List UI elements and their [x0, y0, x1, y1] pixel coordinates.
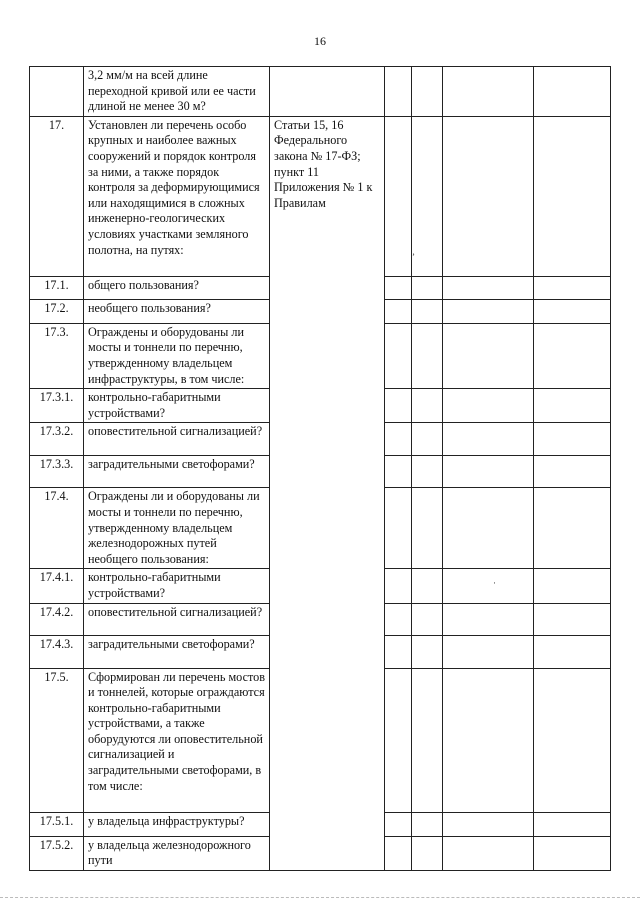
question-text: оповестительной сигнализацией?	[84, 603, 270, 635]
notes-cell	[534, 116, 611, 276]
answer-yes-cell	[385, 488, 412, 569]
answer-yes-cell	[385, 299, 412, 323]
answer-na-cell	[443, 569, 534, 603]
row-number: 17.3.	[30, 323, 84, 388]
answer-na-cell	[443, 276, 534, 299]
question-text: необщего пользования?	[84, 299, 270, 323]
notes-cell	[534, 299, 611, 323]
notes-cell	[534, 456, 611, 488]
notes-cell	[534, 389, 611, 423]
answer-na-cell	[443, 456, 534, 488]
row-number: 17.4.2.	[30, 603, 84, 635]
row-number: 17.4.1.	[30, 569, 84, 603]
scan-edge-divider	[0, 897, 640, 899]
question-text: Установлен ли перечень особо крупных и наиболее важных сооружений и порядок контроля за ними, а также порядок контроля за деформирующимися или находящимися в сложных инженерно-геологических условиях участками земляного полотна, на путях:	[84, 116, 270, 276]
answer-na-cell	[443, 635, 534, 668]
question-text: Сформирован ли перечень мостов и тоннелей, которые ограждаются контрольно-габаритными устройствами, а также оборудуются ли оповестительной сигнализацией и заградительными светофорами, в том числе:	[84, 668, 270, 812]
answer-na-cell	[443, 423, 534, 456]
scan-speck: ·	[493, 578, 496, 588]
row-number: 17.5.1.	[30, 812, 84, 836]
row-number: 17.3.2.	[30, 423, 84, 456]
answer-no-cell	[412, 276, 443, 299]
answer-no-cell	[412, 299, 443, 323]
scan-speck: ʼ	[412, 252, 415, 262]
question-text: общего пользования?	[84, 276, 270, 299]
answer-yes-cell	[385, 67, 412, 117]
legal-basis-text: Статьи 15, 16 Федерального закона № 17-ФЗ; пункт 11 Приложения № 1 к Правилам	[270, 116, 385, 870]
answer-yes-cell	[385, 603, 412, 635]
answer-no-cell	[412, 488, 443, 569]
answer-na-cell	[443, 812, 534, 836]
answer-na-cell	[443, 488, 534, 569]
notes-cell	[534, 569, 611, 603]
answer-no-cell	[412, 668, 443, 812]
row-number	[30, 67, 84, 117]
answer-no-cell	[412, 423, 443, 456]
answer-yes-cell	[385, 423, 412, 456]
notes-cell	[534, 668, 611, 812]
answer-yes-cell	[385, 668, 412, 812]
question-text: Ограждены и оборудованы ли мосты и тоннели по перечню, утвержденному владельцем инфраструктуры, в том числе:	[84, 323, 270, 388]
answer-na-cell	[443, 299, 534, 323]
answer-no-cell	[412, 323, 443, 388]
answer-na-cell	[443, 836, 534, 870]
answer-no-cell	[412, 67, 443, 117]
answer-no-cell	[412, 836, 443, 870]
answer-na-cell	[443, 323, 534, 388]
notes-cell	[534, 603, 611, 635]
notes-cell	[534, 423, 611, 456]
question-text: контрольно-габаритными устройствами?	[84, 389, 270, 423]
notes-cell	[534, 323, 611, 388]
checklist-table	[29, 66, 611, 871]
row-number: 17.	[30, 116, 84, 276]
answer-yes-cell	[385, 812, 412, 836]
row-number: 17.4.3.	[30, 635, 84, 668]
answer-yes-cell	[385, 635, 412, 668]
answer-yes-cell	[385, 323, 412, 388]
question-text: у владельца инфраструктуры?	[84, 812, 270, 836]
answer-na-cell	[443, 67, 534, 117]
page-number: 16	[314, 34, 326, 48]
notes-cell	[534, 635, 611, 668]
answer-no-cell	[412, 812, 443, 836]
answer-no-cell	[412, 635, 443, 668]
answer-na-cell	[443, 603, 534, 635]
notes-cell	[534, 812, 611, 836]
answer-yes-cell	[385, 569, 412, 603]
answer-yes-cell	[385, 456, 412, 488]
question-text: Ограждены ли и оборудованы ли мосты и тоннели по перечню, утвержденному владельцем железнодорожных путей необщего пользования:	[84, 488, 270, 569]
answer-yes-cell	[385, 116, 412, 276]
answer-no-cell	[412, 603, 443, 635]
answer-no-cell	[412, 569, 443, 603]
question-text: у владельца железнодорожного пути	[84, 836, 270, 870]
row-number: 17.3.3.	[30, 456, 84, 488]
row-number: 17.5.2.	[30, 836, 84, 870]
notes-cell	[534, 67, 611, 117]
row-number: 17.1.	[30, 276, 84, 299]
question-text: 3,2 мм/м на всей длине переходной кривой или ее части длиной не менее 30 м?	[84, 67, 270, 117]
row-number: 17.5.	[30, 668, 84, 812]
answer-na-cell	[443, 389, 534, 423]
answer-no-cell	[412, 116, 443, 276]
question-text: оповестительной сигнализацией?	[84, 423, 270, 456]
answer-na-cell	[443, 668, 534, 812]
table-row	[30, 67, 611, 117]
question-text: заградительными светофорами?	[84, 456, 270, 488]
answer-na-cell	[443, 116, 534, 276]
answer-yes-cell	[385, 276, 412, 299]
question-text: контрольно-габаритными устройствами?	[84, 569, 270, 603]
row-number: 17.3.1.	[30, 389, 84, 423]
question-text: заградительными светофорами?	[84, 635, 270, 668]
row-number: 17.2.	[30, 299, 84, 323]
answer-yes-cell	[385, 389, 412, 423]
legal-basis-cell	[270, 67, 385, 117]
notes-cell	[534, 836, 611, 870]
answer-yes-cell	[385, 836, 412, 870]
notes-cell	[534, 488, 611, 569]
row-number: 17.4.	[30, 488, 84, 569]
table-row	[30, 116, 611, 276]
notes-cell	[534, 276, 611, 299]
answer-no-cell	[412, 389, 443, 423]
answer-no-cell	[412, 456, 443, 488]
